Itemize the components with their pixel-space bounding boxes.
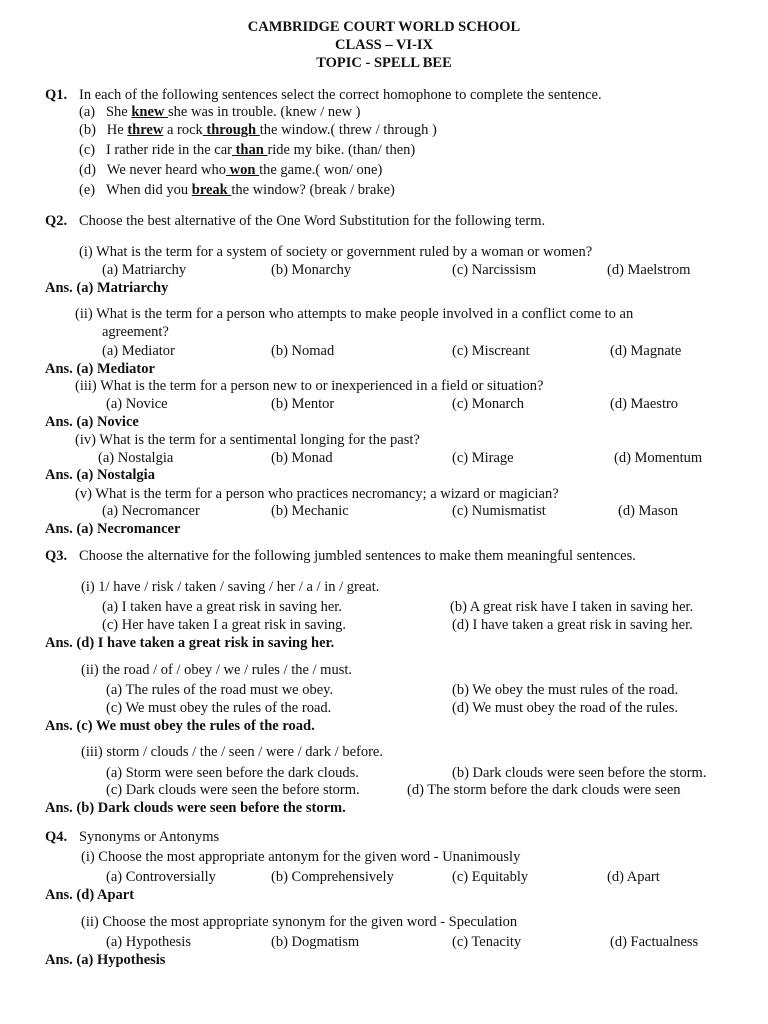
option-d: (d) Apart	[607, 869, 660, 885]
option-a: (a) Nostalgia	[98, 450, 174, 466]
q3-iii-question: (iii) storm / clouds / the / seen / were / dark / before.	[81, 744, 383, 760]
option-a: (a) Controversially	[106, 869, 216, 885]
option-b: (b) We obey the must rules of the road.	[452, 682, 679, 698]
class-label: CLASS – VI-IX	[334, 37, 434, 53]
option-b: (b) Mentor	[271, 396, 335, 412]
answer-word: knew	[131, 104, 169, 120]
option-b: (b) Dark clouds were seen before the storm.	[452, 765, 707, 781]
q4-ii-question: (ii) Choose the most appropriate synonym for the given word - Speculation	[81, 914, 518, 930]
q2-iv-question: (iv) What is the term for a sentimental longing for the past?	[75, 432, 420, 448]
option-b: (b) Monad	[271, 450, 333, 466]
option-a: (a) Hypothesis	[106, 934, 191, 950]
option-a: (a) Mediator	[102, 343, 175, 359]
q1-item-e	[79, 182, 395, 199]
option-c: (c) Mirage	[452, 450, 514, 466]
q2-v-question: (v) What is the term for a person who practices necromancy; a wizard or magician?	[75, 486, 559, 502]
q2-ii-question: (ii) What is the term for a person who attempts to make people involved in a conflict come to an	[75, 306, 634, 322]
answer-line: Ans. (a) Nostalgia	[45, 467, 155, 483]
option-a: (a) Necromancer	[102, 503, 200, 519]
option-c: (c) Equitably	[452, 869, 529, 885]
q2-iii-question: (iii) What is the term for a person new to or inexperienced in a field or situation?	[75, 378, 544, 394]
school-name: CAMBRIDGE COURT WORLD SCHOOL	[247, 19, 521, 35]
answer-line: Ans. (d) I have taken a great risk in saving her.	[45, 635, 335, 651]
answer-word: threw	[127, 122, 164, 138]
option-d: (d) The storm before the dark clouds were seen	[407, 782, 681, 798]
item-text: She	[105, 104, 132, 120]
q2-prompt: Choose the best alternative of the One Word Substitution for the following term.	[79, 213, 546, 229]
answer-word: break	[191, 182, 232, 198]
option-c: (c) Monarch	[452, 396, 525, 412]
q1-item-a	[79, 104, 361, 121]
answer-line: Ans. (b) Dark clouds were seen before the storm.	[45, 800, 346, 816]
item-text: ride my bike. (than/ then)	[267, 142, 416, 158]
option-d: (d) Mason	[618, 503, 679, 519]
option-c: (c) Numismatist	[452, 503, 546, 519]
option-a: (a) Storm were seen before the dark clouds.	[106, 765, 359, 781]
answer-word: than	[231, 142, 268, 158]
item-text: she was in trouble. (knew / new )	[168, 104, 361, 120]
item-mark: (e)	[79, 182, 96, 198]
q1-prompt: In each of the following sentences select the correct homophone to complete the sentence.	[79, 87, 602, 103]
option-d: (d) I have taken a great risk in saving her.	[452, 617, 693, 633]
option-b: (b) A great risk have I taken in saving her.	[450, 599, 694, 615]
answer-line: Ans. (a) Necromancer	[45, 521, 181, 537]
q3-ii-question: (ii) the road / of / obey / we / rules / the / must.	[81, 662, 353, 678]
item-mark: (b)	[79, 122, 96, 138]
option-d: (d) Momentum	[614, 450, 703, 466]
option-c: (c) Narcissism	[452, 262, 537, 278]
item-mark: (d)	[79, 162, 96, 178]
item-mark: (a)	[79, 104, 96, 120]
q4-i-question: (i) Choose the most appropriate antonym for the given word - Unanimously	[81, 849, 521, 865]
option-d: (d) Factualness	[610, 934, 699, 950]
item-text: When did you	[105, 182, 192, 198]
item-text: the game.( won/ one)	[259, 162, 383, 178]
q2-ii-question-cont: agreement?	[102, 324, 169, 340]
option-b: (b) Comprehensively	[271, 869, 394, 885]
option-c: (c) Miscreant	[452, 343, 530, 359]
q3-prompt: Choose the alternative for the following jumbled sentences to make them meaningful sentences.	[79, 548, 636, 564]
answer-line: Ans. (a) Mediator	[45, 361, 155, 377]
q2-number: Q2.	[45, 213, 68, 229]
q3-i-question: (i) 1/ have / risk / taken / saving / her / a / in / great.	[81, 579, 380, 595]
item-text: We never heard who	[106, 162, 227, 178]
option-d: (d) Magnate	[610, 343, 682, 359]
option-c: (c) Tenacity	[452, 934, 522, 950]
topic-label: TOPIC - SPELL BEE	[316, 55, 452, 71]
item-text: the window.( threw / through )	[259, 122, 437, 138]
q4-prompt: Synonyms or Antonyms	[79, 829, 220, 845]
option-d: (d) Maelstrom	[607, 262, 691, 278]
option-b: (b) Monarchy	[271, 262, 352, 278]
option-a: (a) I taken have a great risk in saving her.	[102, 599, 342, 615]
option-a: (a) Novice	[106, 396, 168, 412]
answer-line: Ans. (a) Hypothesis	[45, 952, 166, 968]
option-a: (a) Matriarchy	[102, 262, 187, 278]
item-text: the window? (break / brake)	[231, 182, 395, 198]
answer-word: through	[202, 122, 260, 138]
item-mark: (c)	[79, 142, 96, 158]
q1-item-d	[79, 162, 382, 179]
option-d: (d) We must obey the road of the rules.	[452, 700, 679, 716]
item-text: I rather ride in the car	[105, 142, 232, 158]
item-text: a rock	[163, 122, 203, 138]
q2-i-question: (i) What is the term for a system of society or government ruled by a woman or women?	[79, 244, 593, 260]
answer-line: Ans. (c) We must obey the rules of the road.	[45, 718, 315, 734]
answer-word: won	[226, 162, 260, 178]
option-c: (c) Dark clouds were seen the before storm.	[106, 782, 360, 798]
option-a: (a) The rules of the road must we obey.	[106, 682, 334, 698]
answer-line: Ans. (a) Matriarchy	[45, 280, 169, 296]
option-d: (d) Maestro	[610, 396, 679, 412]
q1-number: Q1.	[45, 87, 68, 103]
q1-item-c	[79, 142, 415, 159]
option-b: (b) Mechanic	[271, 503, 349, 519]
item-text: He	[106, 122, 128, 138]
option-c: (c) Her have taken I a great risk in saving.	[102, 617, 346, 633]
q1-item-b	[79, 122, 437, 139]
answer-line: Ans. (a) Novice	[45, 414, 139, 430]
option-b: (b) Dogmatism	[271, 934, 360, 950]
q4-number: Q4.	[45, 829, 68, 845]
option-b: (b) Nomad	[271, 343, 335, 359]
answer-line: Ans. (d) Apart	[45, 887, 135, 903]
option-c: (c) We must obey the rules of the road.	[106, 700, 332, 716]
q3-number: Q3.	[45, 548, 68, 564]
